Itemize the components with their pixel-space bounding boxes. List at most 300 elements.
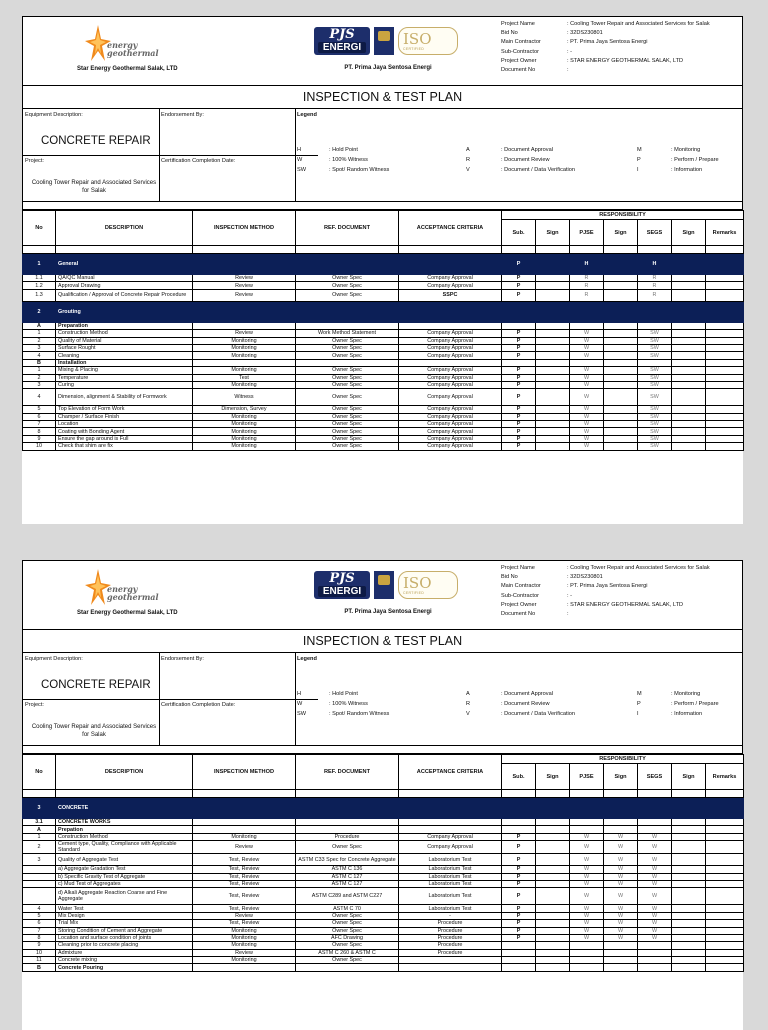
cell-sign <box>604 435 638 442</box>
cell-ref: Owner Spec <box>296 406 399 413</box>
cell-no <box>23 866 56 873</box>
cell-method: Monitoring <box>193 927 296 934</box>
cell-pjse: W <box>570 880 604 887</box>
table-row <box>23 854 744 866</box>
cell-description: Champer / Surface Finish <box>56 413 193 420</box>
cell-sign <box>604 826 638 833</box>
cell-sign: W <box>604 880 638 887</box>
star-energy-logo <box>71 23 211 79</box>
cell-description: Check that shim are fix <box>56 443 193 450</box>
cell-pjse: W <box>570 443 604 450</box>
logo-pjs-text: PJS <box>329 27 355 42</box>
table-row <box>23 873 744 880</box>
cell-no: A <box>23 322 56 329</box>
cell-remarks <box>706 888 744 905</box>
iso-badge <box>398 27 458 55</box>
cell-sign <box>672 406 706 413</box>
cell-pjse: W <box>570 833 604 840</box>
cell-remarks <box>706 854 744 866</box>
cell-method: Review <box>193 330 296 337</box>
cell-ref: Owner Spec <box>296 282 399 289</box>
star-energy-logo <box>71 567 211 623</box>
cell-sign <box>536 289 570 301</box>
cell-pjse: W <box>570 344 604 351</box>
cell-sign <box>536 819 570 826</box>
cell-segs: W <box>638 927 672 934</box>
cell-no: 2 <box>23 337 56 344</box>
cell-description: Grouting <box>56 301 193 322</box>
cell-sign <box>672 888 706 905</box>
cell-sign <box>536 826 570 833</box>
cell-sign <box>672 833 706 840</box>
cell-sign <box>672 322 706 329</box>
cell-description: b) Specific Gravity Test of Aggregate <box>56 873 193 880</box>
cell-sign <box>672 389 706 406</box>
col-sign: Sign <box>536 220 570 246</box>
cell-sign <box>604 964 638 971</box>
cell-segs: H <box>638 254 672 275</box>
cell-sub: P <box>502 330 536 337</box>
subsection-row <box>23 819 744 826</box>
cell-sign <box>536 282 570 289</box>
cell-method: Test, Review <box>193 905 296 912</box>
cell-method: Monitoring <box>193 344 296 351</box>
cell-sign <box>604 957 638 964</box>
cell-sign <box>604 381 638 388</box>
cell-acceptance: Company Approval <box>399 389 502 406</box>
cell-segs: SW <box>638 413 672 420</box>
cell-sign <box>672 866 706 873</box>
cell-no: 3 <box>23 344 56 351</box>
cell-segs: W <box>638 841 672 854</box>
table-row <box>23 949 744 956</box>
cell-sign: W <box>604 934 638 941</box>
logo-pjs-text: PJS <box>329 571 355 586</box>
cell-no: 4 <box>23 905 56 912</box>
cell-description: c) Mud Test of Aggregates <box>56 880 193 887</box>
cell-remarks <box>706 374 744 381</box>
cell-pjse: W <box>570 413 604 420</box>
col-segs: SEGS <box>638 764 672 790</box>
cell-ref: Owner Spec <box>296 275 399 282</box>
cell-ref: Owner Spec <box>296 841 399 854</box>
cell-description: a) Aggregate Gradation Test <box>56 866 193 873</box>
cell-segs: SW <box>638 406 672 413</box>
contractor-logo-area <box>308 565 468 623</box>
cell-sign <box>672 912 706 919</box>
cell-sign <box>604 421 638 428</box>
cell-description: Surface Rought <box>56 344 193 351</box>
cell-segs <box>638 826 672 833</box>
project-info-row: Document No : <box>501 610 569 617</box>
cell-segs <box>638 964 672 971</box>
cell-sign <box>536 934 570 941</box>
cell-acceptance <box>399 964 502 971</box>
table-row <box>23 833 744 840</box>
cell-remarks <box>706 833 744 840</box>
cell-pjse: W <box>570 352 604 359</box>
cell-sign <box>604 798 638 819</box>
cell-no: 10 <box>23 443 56 450</box>
cell-remarks <box>706 413 744 420</box>
cell-pjse: R <box>570 282 604 289</box>
cell-acceptance: Procedure <box>399 927 502 934</box>
document-header <box>22 560 743 630</box>
cell-remarks <box>706 841 744 854</box>
cell-segs: R <box>638 275 672 282</box>
cell-sub <box>502 301 536 322</box>
cell-sign <box>536 421 570 428</box>
itp-sheet-1 <box>22 16 743 524</box>
cell-ref: Owner Spec <box>296 435 399 442</box>
cell-description: Trial Mix <box>56 920 193 927</box>
cell-description: Concrete Pouring <box>56 964 193 971</box>
company-name: Star Energy Geothermal Salak, LTD <box>77 66 178 72</box>
cell-no: 3.1 <box>23 819 56 826</box>
cell-sub: P <box>502 435 536 442</box>
cell-description: Quality of Aggregate Test <box>56 854 193 866</box>
cell-acceptance: Company Approval <box>399 413 502 420</box>
cell-ref: Owner Spec <box>296 428 399 435</box>
cell-description: CONCRETE <box>56 798 193 819</box>
cell-no: A <box>23 826 56 833</box>
table-row <box>23 381 744 388</box>
equipment-info-block: Equipment Description: Endorsement By: Legend CONCRETE REPAIR Project: Certification Completion Date: Cooling Tower Repair and Associated Services for Salak H : Hold Point A : Document Approval M : Monitoring W : 100% Witness R : Document Review P : Perform / Prepare SW : Spot/ Random Witness V : Document / Data Verification I : Information <box>22 653 743 746</box>
cell-description: Curing <box>56 381 193 388</box>
project-value: Cooling Tower Repair and Associated Services for Salak <box>31 724 157 738</box>
cell-description: QA/QC Manual <box>56 275 193 282</box>
cell-remarks <box>706 275 744 282</box>
cell-acceptance: SSPC <box>399 289 502 301</box>
cell-sub: P <box>502 289 536 301</box>
cell-no: 4 <box>23 352 56 359</box>
cell-segs: W <box>638 854 672 866</box>
cell-no <box>23 888 56 905</box>
logo-word-energy: energy <box>107 40 138 50</box>
cell-sub: P <box>502 413 536 420</box>
cell-acceptance: Procedure <box>399 949 502 956</box>
cell-remarks <box>706 880 744 887</box>
cell-sub: P <box>502 833 536 840</box>
cell-segs: SW <box>638 435 672 442</box>
cell-sign <box>536 367 570 374</box>
cell-method: Review <box>193 289 296 301</box>
cell-method: Monitoring <box>193 957 296 964</box>
cell-sub: P <box>502 275 536 282</box>
cell-sub: P <box>502 421 536 428</box>
col-responsibility: RESPONSIBILITY <box>502 755 744 764</box>
cell-sub: P <box>502 854 536 866</box>
cell-pjse: R <box>570 289 604 301</box>
cell-method <box>193 322 296 329</box>
col-acceptance: ACCEPTANCE CRITERIA <box>399 211 502 246</box>
section-header-row <box>23 254 744 275</box>
cell-remarks <box>706 381 744 388</box>
cell-description: Construction Method <box>56 330 193 337</box>
cell-ref: Owner Spec <box>296 367 399 374</box>
cell-sign <box>536 949 570 956</box>
cell-pjse: W <box>570 912 604 919</box>
pjs-energi-logo <box>314 27 370 55</box>
cell-acceptance: Laboratorium Test <box>399 888 502 905</box>
cell-pjse: R <box>570 275 604 282</box>
cell-no: 8 <box>23 934 56 941</box>
cell-acceptance <box>399 301 502 322</box>
cell-method: Monitoring <box>193 337 296 344</box>
cell-method: Witness <box>193 389 296 406</box>
cell-remarks <box>706 927 744 934</box>
table-row <box>23 413 744 420</box>
cell-pjse <box>570 322 604 329</box>
cell-sub: P <box>502 841 536 854</box>
cell-sign <box>536 888 570 905</box>
cell-sign <box>672 949 706 956</box>
cell-description: Mixing & Placing <box>56 367 193 374</box>
table-row <box>23 330 744 337</box>
cell-description: Location and surface condition of joints <box>56 934 193 941</box>
cell-remarks <box>706 957 744 964</box>
cell-sign: W <box>604 841 638 854</box>
document-header <box>22 16 743 86</box>
col-sign: Sign <box>604 220 638 246</box>
cell-sub: P <box>502 927 536 934</box>
cell-pjse: W <box>570 873 604 880</box>
cell-sub <box>502 957 536 964</box>
cell-no: 2 <box>23 841 56 854</box>
table-row <box>23 841 744 854</box>
cell-no: 2 <box>23 301 56 322</box>
iso-certified-text: CERTIFIED <box>403 591 425 595</box>
cell-description: Cement type, Quality, Compliance with Applicable Standard <box>56 841 193 854</box>
cell-sign <box>536 381 570 388</box>
cell-sign <box>536 833 570 840</box>
equipment-label: Equipment Description: <box>25 656 83 662</box>
cell-sign <box>604 443 638 450</box>
cell-sign <box>672 435 706 442</box>
cell-acceptance <box>399 322 502 329</box>
cell-ref: Work Method Statement <box>296 330 399 337</box>
cell-sign: W <box>604 873 638 880</box>
cell-method: Monitoring <box>193 428 296 435</box>
cell-pjse: W <box>570 421 604 428</box>
cell-ref <box>296 301 399 322</box>
cell-pjse: W <box>570 389 604 406</box>
cell-remarks <box>706 920 744 927</box>
cell-acceptance: Laboratorium Test <box>399 873 502 880</box>
cell-ref: ASTM C 127 <box>296 880 399 887</box>
project-info-row: Main Contractor : PT. Prima Jaya Sentosa Energi <box>501 583 648 590</box>
cell-method: Test, Review <box>193 920 296 927</box>
table-row <box>23 282 744 289</box>
cell-sign <box>672 282 706 289</box>
cell-pjse: W <box>570 374 604 381</box>
cell-no: 11 <box>23 957 56 964</box>
table-row <box>23 374 744 381</box>
cell-sign <box>672 920 706 927</box>
cell-description: General <box>56 254 193 275</box>
cell-description: Quality of Material <box>56 337 193 344</box>
cell-acceptance: Company Approval <box>399 833 502 840</box>
table-row <box>23 920 744 927</box>
project-info-row: Document No : <box>501 66 569 73</box>
cell-ref: Owner Spec <box>296 337 399 344</box>
cell-acceptance: Procedure <box>399 942 502 949</box>
cell-sub: P <box>502 873 536 880</box>
cell-remarks <box>706 428 744 435</box>
cell-no: 6 <box>23 413 56 420</box>
cell-description: Temperature <box>56 374 193 381</box>
project-info-row: Sub-Contractor : - <box>501 48 572 55</box>
cell-ref <box>296 322 399 329</box>
table-row <box>23 389 744 406</box>
cell-remarks <box>706 367 744 374</box>
project-value: Cooling Tower Repair and Associated Services for Salak <box>31 180 157 194</box>
cell-sign <box>536 905 570 912</box>
cell-acceptance: Company Approval <box>399 374 502 381</box>
cell-description: Qualification / Approval of Concrete Repair Procedure <box>56 289 193 301</box>
logo-energi-text: ENERGI <box>318 586 366 597</box>
cell-acceptance: Company Approval <box>399 344 502 351</box>
endorsement-label: Endorsement By: <box>161 656 204 662</box>
cell-sign <box>672 428 706 435</box>
cell-segs: W <box>638 866 672 873</box>
cell-ref: Owner Spec <box>296 389 399 406</box>
spacer-row <box>22 746 743 754</box>
cell-method: Monitoring <box>193 421 296 428</box>
cell-sign <box>672 344 706 351</box>
cell-sub <box>502 819 536 826</box>
cell-pjse <box>570 949 604 956</box>
cell-sign <box>672 854 706 866</box>
col-no: No <box>23 755 56 790</box>
cell-sign <box>672 254 706 275</box>
cell-sign <box>672 880 706 887</box>
cell-sign <box>604 337 638 344</box>
cell-sub: P <box>502 443 536 450</box>
cell-segs: W <box>638 905 672 912</box>
cell-sign <box>604 344 638 351</box>
cell-sub: P <box>502 254 536 275</box>
col-sign: Sign <box>672 764 706 790</box>
cell-method: Test, Review <box>193 854 296 866</box>
cell-segs: W <box>638 833 672 840</box>
project-info-row: Project Owner : STAR ENERGY GEOTHERMAL SALAK, LTD <box>501 601 684 608</box>
cell-method: Monitoring <box>193 435 296 442</box>
cell-remarks <box>706 798 744 819</box>
cell-pjse: W <box>570 927 604 934</box>
cell-segs <box>638 957 672 964</box>
table-row <box>23 275 744 282</box>
cell-sub <box>502 964 536 971</box>
cell-sign: W <box>604 854 638 866</box>
cell-sign <box>604 428 638 435</box>
cell-segs <box>638 798 672 819</box>
cell-method <box>193 359 296 366</box>
col-description: DESCRIPTION <box>56 211 193 246</box>
cell-ref <box>296 359 399 366</box>
cell-segs <box>638 359 672 366</box>
cell-acceptance <box>399 957 502 964</box>
cell-segs <box>638 949 672 956</box>
cell-sign <box>604 819 638 826</box>
cell-no: 9 <box>23 942 56 949</box>
cell-sign <box>604 406 638 413</box>
table-row <box>23 289 744 301</box>
cell-sign: W <box>604 888 638 905</box>
table-row <box>23 406 744 413</box>
cell-acceptance: Procedure <box>399 934 502 941</box>
cell-no: 3 <box>23 798 56 819</box>
cell-sign <box>536 330 570 337</box>
cell-sub <box>502 798 536 819</box>
cell-pjse: W <box>570 367 604 374</box>
cell-sign <box>536 322 570 329</box>
endorsement-label: Endorsement By: <box>161 112 204 118</box>
table-row <box>23 957 744 964</box>
col-sign: Sign <box>672 220 706 246</box>
equipment-label: Equipment Description: <box>25 112 83 118</box>
cell-method <box>193 254 296 275</box>
cell-acceptance: Company Approval <box>399 435 502 442</box>
contractor-logo-area <box>308 21 468 79</box>
cell-ref: Owner Spec <box>296 381 399 388</box>
cell-sign <box>536 854 570 866</box>
cell-no: 1.3 <box>23 289 56 301</box>
cell-method: Test, Review <box>193 873 296 880</box>
cell-sign <box>536 413 570 420</box>
cell-acceptance: Company Approval <box>399 282 502 289</box>
project-info-row: Main Contractor : PT. Prima Jaya Sentosa Energi <box>501 39 648 46</box>
cell-remarks <box>706 866 744 873</box>
cell-acceptance <box>399 826 502 833</box>
project-label: Project: <box>25 702 44 708</box>
cell-sign <box>536 374 570 381</box>
contractor-name: PT. Prima Jaya Sentosa Energi <box>344 609 432 615</box>
cell-description: Water Test <box>56 905 193 912</box>
cell-sign: W <box>604 866 638 873</box>
cell-ref: Owner Spec <box>296 957 399 964</box>
table-row <box>23 880 744 887</box>
cell-description: Coating with Bonding Agent <box>56 428 193 435</box>
cell-sign <box>536 389 570 406</box>
cell-pjse <box>570 819 604 826</box>
cell-remarks <box>706 389 744 406</box>
col-remarks: Remarks <box>706 764 744 790</box>
cell-acceptance: Laboratorium Test <box>399 880 502 887</box>
col-segs: SEGS <box>638 220 672 246</box>
cell-sign: W <box>604 905 638 912</box>
cell-no: 7 <box>23 927 56 934</box>
cell-no: 1 <box>23 330 56 337</box>
cell-sign <box>672 873 706 880</box>
cell-remarks <box>706 819 744 826</box>
project-info-row: Project Name : Cooling Tower Repair and Associated Services for Salak <box>501 565 710 571</box>
cell-pjse: H <box>570 254 604 275</box>
cell-segs: SW <box>638 344 672 351</box>
cell-remarks <box>706 330 744 337</box>
cell-sign <box>604 282 638 289</box>
cell-sub: P <box>502 920 536 927</box>
cell-remarks <box>706 942 744 949</box>
cell-acceptance: Company Approval <box>399 421 502 428</box>
cell-description: Cleaning prior to concrete placing <box>56 942 193 949</box>
cell-acceptance <box>399 819 502 826</box>
col-sign: Sign <box>604 764 638 790</box>
cell-description: Top Elevation of Form Work <box>56 406 193 413</box>
cell-description: Ensure the gap around is Full <box>56 435 193 442</box>
cell-ref: ASTM C33 Spec for Concrete Aggregate <box>296 854 399 866</box>
col-acceptance: ACCEPTANCE CRITERIA <box>399 755 502 790</box>
